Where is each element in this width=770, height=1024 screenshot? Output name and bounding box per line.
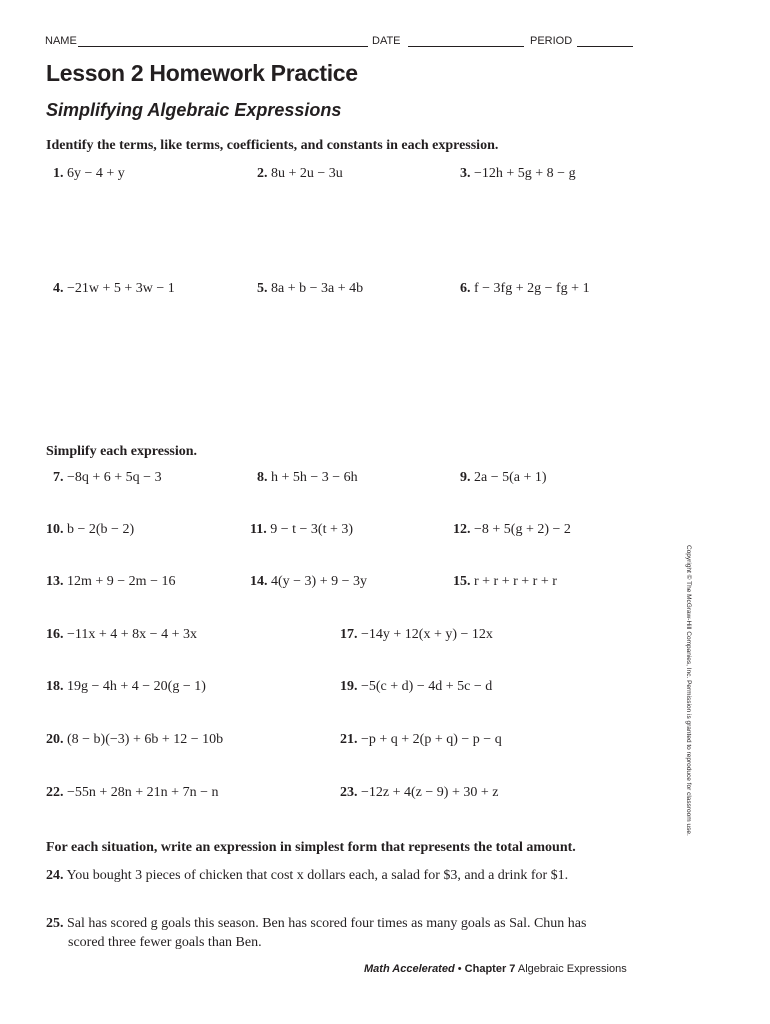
problem-25-line2: scored three fewer goals than Ben.: [68, 935, 262, 950]
name-label: NAME: [45, 35, 77, 47]
problem-17: 17. −14y + 12(x + y) − 12x: [340, 627, 493, 642]
problem-19: 19. −5(c + d) − 4d + 5c − d: [340, 679, 493, 694]
section1-instruction: Identify the terms, like terms, coefficients, and constants in each expression.: [46, 138, 499, 153]
problem-11: 11. 9 − t − 3(t + 3): [250, 522, 354, 537]
problem-10: 10. b − 2(b − 2): [46, 522, 135, 537]
problem-25: 25. Sal has scored g goals this season. Ben has scored four times as many goals as Sal. Chun has: [46, 916, 587, 931]
problem-6: 6. f − 3fg + 2g − fg + 1: [460, 281, 590, 296]
date-blank[interactable]: [408, 46, 524, 47]
problem-24: 24. You bought 3 pieces of chicken that cost x dollars each, a salad for $3, and a drink for $1.: [46, 868, 569, 883]
page-title: Lesson 2 Homework Practice: [46, 60, 358, 86]
problem-16: 16. −11x + 4 + 8x − 4 + 3x: [46, 627, 197, 642]
footer-chapter: Chapter 7: [464, 963, 516, 975]
name-blank[interactable]: [78, 46, 368, 47]
footer-separator: •: [457, 963, 462, 975]
problem-18: 18. 19g − 4h + 4 − 20(g − 1): [46, 679, 206, 694]
problem-14: 14. 4(y − 3) + 9 − 3y: [250, 574, 368, 589]
period-label: PERIOD: [530, 35, 573, 47]
problem-9: 9. 2a − 5(a + 1): [460, 470, 547, 485]
footer-book-title: Math Accelerated: [364, 963, 455, 975]
problem-8: 8. h + 5h − 3 − 6h: [257, 470, 358, 485]
section2-instruction: Simplify each expression.: [46, 444, 198, 459]
page-footer: [364, 963, 627, 975]
problem-1: 1. 6y − 4 + y: [53, 166, 125, 181]
problem-20: 20. (8 − b)(−3) + 6b + 12 − 10b: [46, 732, 224, 747]
problem-5: 5. 8a + b − 3a + 4b: [257, 281, 364, 296]
problem-4: 4. −21w + 5 + 3w − 1: [53, 281, 175, 296]
problem-3: 3. −12h + 5g + 8 − g: [460, 166, 576, 181]
problem-15: 15. r + r + r + r + r: [453, 574, 557, 589]
period-blank[interactable]: [577, 46, 633, 47]
footer-chapter-title: Algebraic Expressions: [517, 963, 627, 975]
problem-13: 13. 12m + 9 − 2m − 16: [46, 574, 176, 589]
problem-2: 2. 8u + 2u − 3u: [257, 166, 343, 181]
date-label: DATE: [372, 35, 401, 47]
problem-22: 22. −55n + 28n + 21n + 7n − n: [46, 785, 219, 800]
problem-23: 23. −12z + 4(z − 9) + 30 + z: [340, 785, 499, 800]
problem-21: 21. −p + q + 2(p + q) − p − q: [340, 732, 502, 747]
problem-7: 7. −8q + 6 + 5q − 3: [53, 470, 162, 485]
page-subtitle: Simplifying Algebraic Expressions: [46, 100, 342, 120]
problem-12: 12. −8 + 5(g + 2) − 2: [453, 522, 571, 537]
copyright-notice: Copyright © The McGraw-Hill Companies, Inc. Permission is granted to reproduce for classroom use.: [685, 545, 692, 836]
section3-instruction: For each situation, write an expression in simplest form that represents the total amount.: [46, 840, 576, 855]
